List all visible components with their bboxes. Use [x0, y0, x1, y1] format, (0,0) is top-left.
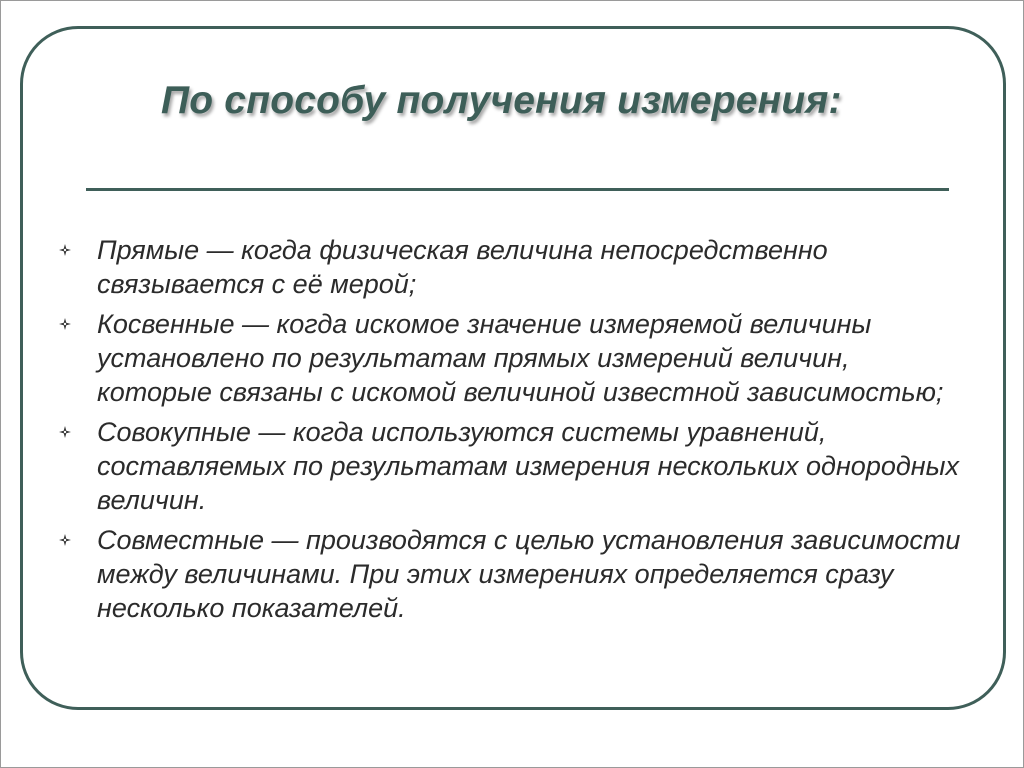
diamond-bullet-icon: [58, 317, 72, 331]
diamond-bullet-icon: [58, 533, 72, 547]
diamond-bullet-icon: [58, 425, 72, 439]
bullet-list: [51, 233, 971, 631]
bullet-item-direct: [51, 233, 971, 301]
bullet-text-joint: Совместные — производятся с целью установления зависимости между величинами. При этих измерениях определяется сразу несколько показателей.: [97, 525, 961, 623]
bullet-text-aggregate: Совокупные — когда используются системы уравнений, составляемых по результатам измерения нескольких однородных величин.: [97, 417, 960, 515]
diamond-bullet-icon: [58, 243, 72, 257]
slide-title: По способу получения измерения:: [161, 79, 842, 122]
bullet-text-indirect: Косвенные — когда искомое значение измеряемой величины установлено по результатам прямых измерений величин, которые связаны с искомой величиной известной зависимостью;: [97, 309, 944, 407]
bullet-item-indirect: [51, 307, 971, 409]
bullet-item-aggregate: [51, 415, 971, 517]
title-divider: [86, 188, 949, 191]
bullet-text-direct: Прямые — когда физическая величина непосредственно связывается с её мерой;: [97, 235, 828, 299]
bullet-item-joint: [51, 523, 971, 625]
